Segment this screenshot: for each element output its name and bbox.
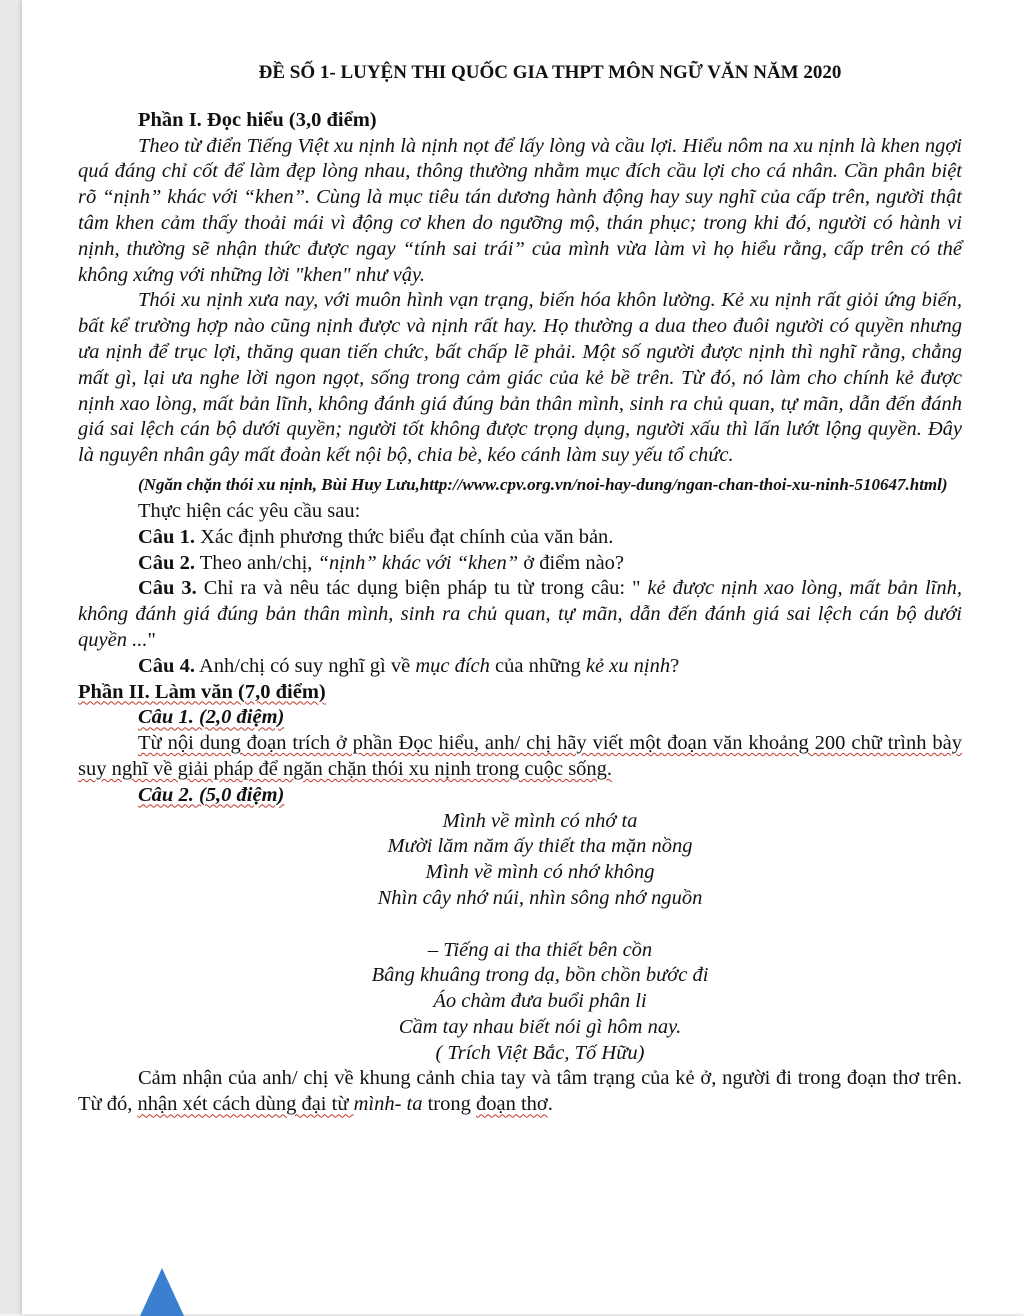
document-page [22, 0, 1024, 1314]
poem-source: ( Trích Việt Bắc, Tố Hữu) [435, 1041, 645, 1064]
poem-line: Bâng khuâng trong dạ, bồn chồn bước đi [371, 964, 709, 987]
c2-label-text: Câu 2. (5,0 điệm) [138, 783, 285, 806]
task-e: đoạn thơ [476, 1093, 548, 1116]
q4-text-c: của những [489, 654, 586, 677]
question-3 [78, 576, 962, 653]
q2-label: Câu 2. [138, 551, 195, 574]
q4-text-e: ? [670, 654, 680, 677]
q1-label: Câu 1. [138, 525, 195, 548]
part1-heading: Phần I. Đọc hiểu (3,0 điểm) [138, 108, 377, 131]
q3-label: Câu 3. [138, 577, 197, 600]
q4-label: Câu 4. [138, 654, 195, 677]
poem [78, 809, 962, 1067]
reading-paragraph-1: Theo từ điển Tiếng Việt xu nịnh là nịnh nọt để lấy lòng và cầu lợi. Hiểu nôm na xu nịnh là khen ngợi quá đáng chỉ cốt để làm đẹp lòng nhau, thông thường nhằm mục đích cầu lợi cho cá nhân. Cần phân biệt rõ “nịnh” khác với “khen”. Cùng là mục tiêu tán dương hành động hay suy nghĩ của cấp trên, người thật tâm khen cảm thấy thoải mái vì động cơ khen do ngưỡng mộ, thán phục; trong khi đó, người có hành vi nịnh, thường sẽ nhận thức được ngay “tính sai trái” của mình vừa làm vì họ hiểu rằng, cấp trên có thể không xứng với những lời "khen" như vậy. [78, 134, 962, 286]
question-1 [78, 525, 962, 551]
stanza-gap [118, 912, 962, 938]
q3-text-a: Chỉ ra và nêu tác dụng biện pháp tu từ trong câu: " [196, 577, 648, 600]
document-content [78, 60, 962, 1118]
poem-line: Mình về mình có nhớ không [425, 861, 655, 884]
part2-heading-text: Phần II. Làm văn (7,0 điểm) [78, 680, 326, 703]
c1-text: Từ nội dung đoạn trích ở phần Đọc hiểu, anh/ chị hãy viết một đoạn văn khoảng 200 chữ trình bày suy nghĩ về giải pháp để ngăn chặn thói xu nịnh trong cuộc sống. [78, 732, 962, 780]
reading-paragraph-2: Thói xu nịnh xưa nay, với muôn hình vạn trạng, biến hóa khôn lường. Kẻ xu nịnh rất giỏi ứng biến, bất kể trường hợp nào cũng nịnh được và nịnh rất hay. Họ thường a dua theo đuôi người có quyền nhưng ưa nịnh để trục lợi, thăng quan tiến chức, bất chấp lẽ phải. Một số người được nịnh thì nghĩ rằng, chẳng mất gì, lại ưa nghe lời ngon ngọt, sống trong cảm giác của kẻ bề trên. Từ đó, nó làm cho chính kẻ được nịnh xao lòng, mất bản lĩnh, không đánh giá đúng bản thân mình, sinh ra chủ quan, tự mãn, dẫn đến đánh giá sai lệch cán bộ dưới quyền; người tốt không được trọng dụng, người xấu thì lấn lướt lộng quyền. Đây là nguyên nhân gây mất đoàn kết nội bộ, chia bè, kéo cánh làm suy yếu tổ chức. [78, 289, 962, 467]
task-c: mình- ta [353, 1093, 423, 1116]
source-citation [78, 473, 962, 497]
poem-line: Mười lăm năm ấy thiết tha mặn nồng [387, 835, 693, 858]
q2-text-a: Theo anh/chị, [194, 551, 318, 574]
part2-c1-label [78, 705, 962, 731]
q2-text-b: “nịnh” khác với “khen” [317, 551, 519, 574]
q4-text-b: mục đích [415, 654, 490, 677]
part2-c2-task [78, 1066, 962, 1118]
q3-quote: kẻ được nịnh xao lòng, mất bản lĩnh, không đánh giá đúng bản thân mình, sinh ra chủ quan, tự mãn, dẫn đến đánh giá sai lệch cán bộ dưới quyền ... [78, 577, 962, 651]
poem-line: – Tiếng ai tha thiết bên cồn [427, 938, 653, 961]
task-a: Cảm nhận của anh/ chị về khung cảnh chia tay và tâm trạng của kẻ ở, người đi trong đoạn thơ trên. Từ đó, [78, 1067, 962, 1116]
task-f: . [547, 1093, 553, 1116]
question-4 [78, 654, 962, 680]
question-2 [78, 551, 962, 577]
viewer-margin [0, 0, 22, 1314]
poem-line: Nhìn cây nhớ núi, nhìn sông nhớ nguồn [377, 886, 703, 909]
q4-text-a: Anh/chị có suy nghĩ gì về [194, 654, 416, 677]
source-author-url: Bùi Huy Lưu,http://www.cpv.org.vn/noi-hay-dung/ngan-chan-thoi-xu-ninh-510647.html) [317, 474, 948, 494]
q3-text-c: " [147, 628, 156, 651]
q2-text-c: ở điểm nào? [518, 551, 625, 574]
instructions: Thực hiện các yêu cầu sau: [138, 499, 361, 522]
task-b: nhận xét cách dùng đại từ [137, 1093, 354, 1116]
page-title: ĐỀ SỐ 1- LUYỆN THI QUỐC GIA THPT MÔN NGỮ VĂN NĂM 2020 [258, 62, 842, 83]
scroll-caret-icon[interactable] [140, 1268, 184, 1316]
poem-line: Cầm tay nhau biết nói gì hôm nay. [398, 1015, 682, 1038]
q1-text: Xác định phương thức biểu đạt chính của văn bản. [194, 525, 614, 548]
task-d: trong [422, 1093, 476, 1116]
part2-c2-label [78, 783, 962, 809]
part2-c1-text [78, 731, 962, 783]
part2-heading [78, 680, 962, 706]
q4-text-d: kẻ xu nịnh [585, 654, 671, 677]
source-title: (Ngăn chặn thói xu nịnh, [138, 474, 318, 494]
c1-label-text: Câu 1. (2,0 điệm) [138, 706, 285, 729]
poem-line: Áo chàm đưa buổi phân li [433, 990, 647, 1013]
poem-line: Mình về mình có nhớ ta [442, 809, 638, 832]
